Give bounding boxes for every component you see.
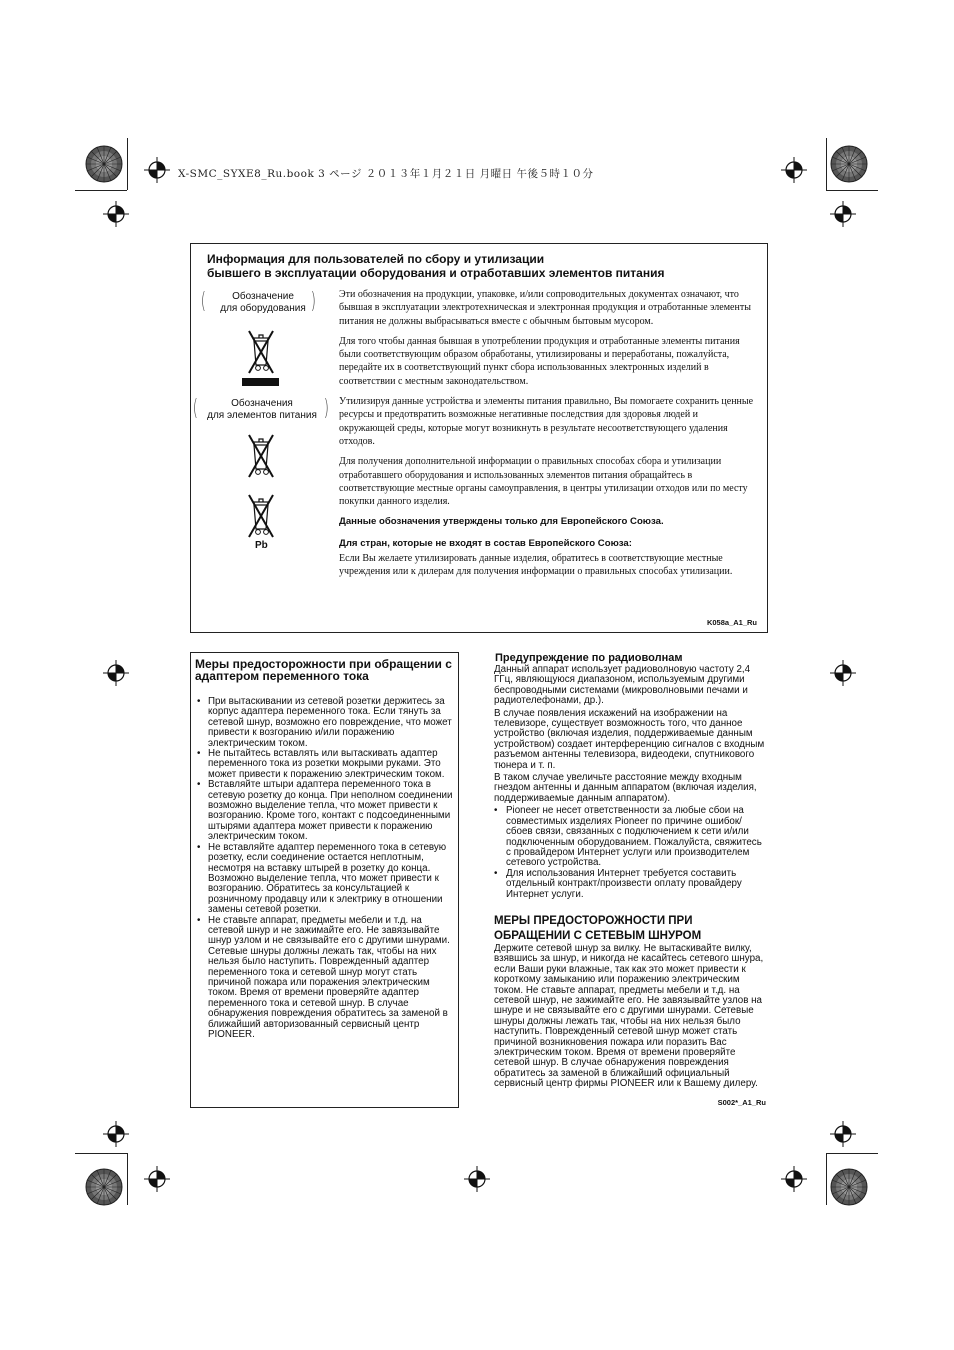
eu-note: Данные обозначения утверждены только для Европейского Союза. <box>339 516 664 528</box>
adapter-title: Меры предосторожности при обращении с адаптером переменного тока <box>195 657 452 683</box>
list-item: • Pioneer не несет ответственности за любые сбои на совместимых изделиях Pioneer по причине ошибок/сбоев связи, связанных с подключением к сети и/или подключенным оборудованием. Пожалуйста, свяжитесь с провайдером Интернет услуги или производителем сетевого устройства. <box>494 806 766 868</box>
disposal-paragraph: Для получения дополнительной информации о правильных способах сбора и утилизации отработавшего оборудования и использованных элементов питания обращайтесь в соответствующие местные органы самоуправления, в центры утилизации отходов или по месту покупки данного изделия. <box>339 456 748 508</box>
equipment-symbol-label: Обозначение для оборудования <box>220 291 306 314</box>
crop-line <box>127 138 128 190</box>
adapter-precautions-box <box>190 652 459 1108</box>
crop-line <box>826 1153 827 1205</box>
solid-bar-icon <box>242 378 279 386</box>
registration-mark-icon <box>103 660 129 686</box>
registration-mark-icon <box>144 157 170 183</box>
radio-title: Предупреждение по радиоволнам <box>495 652 683 664</box>
list-item: • Не ставьте аппарат, предметы мебели и т.д. на сетевой шнур и не зажимайте его. Не завязывайте шнур узлом и не связывайте его с другими шнурами. Сетевые шнуры должны лежать так, чтобы на них нельзя было наступить. Поврежденный адаптер переменного тока и сетевой шнур могут стать причиной пожара или поражения электрическим током. Время от времени проверяйте адаптер переменного тока и сетевой шнур. В случае обнаружения повреждения обратитесь за заменой в ближайший авторизованный сервисный центр PIONEER. <box>195 916 453 1041</box>
list-item: • При вытаскивании из сетевой розетки держитесь за корпус адаптера переменного тока. Если тянуть за сетевой шнур, возможно его повреждение, что может привести к возгоранию и/или поражению электрическим током. <box>195 697 453 749</box>
crossed-bin-battery-icon <box>239 428 283 484</box>
registration-mark-icon <box>830 1121 856 1147</box>
bracket-left: ( <box>200 289 206 314</box>
crop-line <box>127 1153 128 1205</box>
registration-mark-icon <box>830 660 856 686</box>
book-header: X-SMC_SYXE8_Ru.book 3 ページ ２０１３年１月２１日 月曜日 午後５時１０分 <box>178 168 594 180</box>
disposal-info-box <box>190 243 768 633</box>
registration-mark-icon <box>103 1121 129 1147</box>
disposal-title-line2: бывшего в эксплуатации оборудования и отработавших элементов питания <box>207 266 665 280</box>
cord-code: S002*_A1_Ru <box>717 1097 766 1107</box>
disposal-paragraph: Утилизируя данные устройства и элементы питания правильно, Вы помогаете сохранить ценные ресурсы и предотвратить возможные негативные последствия для здоровья людей и окружающей среды, которые могут возникнуть в результате несоответствующего удаления отходов. <box>339 396 754 447</box>
crop-line <box>75 190 127 191</box>
disposal-paragraph: Для того чтобы данная бывшая в употреблении продукция и отработанные элементы питания были соответствующим образом обработаны, утилизированы и переработаны, пожалуйста, передайте их в соответствующий пункт сбора использованных электронных изделий в соответствии с местным законодательством. <box>339 335 740 387</box>
list-item: • Вставляйте штыри адаптера переменного тока в сетевую розетку до конца. При неполном соединении возможно выделение тепла, что может привести к возгоранию. Кроме того, контакт с подсоединенными штырями адаптера может привести к поражению электрическим током. <box>195 780 453 842</box>
color-target-icon <box>85 145 123 183</box>
radio-list <box>494 806 766 900</box>
list-item: • Не вставляйте адаптер переменного тока в сетевую розетку, если соединение остается неплотным, несмотря на вставку штырей в розетку до конца. Возможно выделение тепла, что может привести к возгоранию. Обратитесь за консультацией к розничному продавцу или к электрику в отношении замены сетевой розетки. <box>195 843 453 916</box>
registration-mark-icon <box>781 157 807 183</box>
disposal-code: K058a_A1_Ru <box>706 618 757 627</box>
adapter-list <box>195 697 453 1040</box>
crossed-bin-equipment-icon <box>239 324 283 380</box>
pb-label: Pb <box>255 540 268 551</box>
disposal-title-line1: Информация для пользователей по сбору и утилизации <box>207 252 545 266</box>
radio-paragraph: Данный аппарат использует радиоволновую частоту 2,4 ГГц, являющуюся диапазоном, используемым другими беспроводными системами (микроволновыми печами и радиотелефонами, др.). <box>494 664 751 707</box>
radio-paragraph: В случае появления искажений на изображении на телевизоре, существует возможность того, что данное устройство (включая изделия, поддерживаемые данным устройством) создает интерференцию сигналов с входным разъемом антенны телевизора, видеодеки, спутникового тюнера и т. п. <box>494 707 765 771</box>
crop-line <box>75 1153 127 1154</box>
disposal-title <box>207 252 747 280</box>
list-item: • Не пытайтесь вставлять или вытаскивать адаптер переменного тока из розетки мокрыми руками. Это может привести к поражению электрическим током. <box>195 749 453 780</box>
right-column <box>494 652 766 1108</box>
registration-mark-icon <box>830 201 856 227</box>
crossed-bin-pb-battery-icon <box>239 488 283 544</box>
cord-text: Держите сетевой шнур за вилку. Не вытаскивайте вилку, взявшись за шнур, и никогда не касайтесь сетевого шнура, если Ваши руки влажные, так как это может привести к короткому замыканию или поражению электрическим током. Не ставьте аппарат, предметы мебели и т.д. на сетевой шнур, не зажимайте его. Не завязывайте узлов на шнуре и не связывайте его с другими шнурами. Сетевые шнуры должны лежать так, чтобы на них нельзя было наступить. Поврежденный сетевой шнур может стать причиной возникновения пожара или поразить Вас электрическим током. Время от времени проверяйте сетевой шнур. В случае обнаружения повреждения обратитесь за заменой в ближайший официальный сервисный центр фирмы PIONEER или к Вашему дилеру. <box>494 942 764 1090</box>
crop-line <box>826 138 827 190</box>
disposal-paragraph: Эти обозначения на продукции, упаковке, и/или сопроводительных документах означают, что бывшая в эксплуатации электротехническая и электронная продукция и отработанные элементы питания не должны выбрасываться вместе с обычным бытовым мусором. <box>339 289 751 327</box>
cord-title: МЕРЫ ПРЕДОСТОРОЖНОСТИ ПРИ ОБРАЩЕНИИ С СЕТЕВЫМ ШНУРОМ <box>494 914 702 942</box>
color-target-icon <box>830 145 868 183</box>
radio-paragraph: В таком случае увеличьте расстояние между входным гнездом антенны и данным аппаратом (включая изделия, поддерживаемые данным аппаратом). <box>494 772 757 804</box>
color-target-icon <box>830 1168 868 1206</box>
list-item: • Для использования Интернет требуется составить отдельный контракт/произвести оплату провайдеру Интернет услуги. <box>494 869 766 900</box>
bracket-right: ) <box>323 396 329 421</box>
non-eu-heading: Для стран, которые не входят в состав Европейского Союза: <box>339 537 632 549</box>
registration-mark-icon <box>781 1166 807 1192</box>
registration-mark-icon <box>144 1166 170 1192</box>
bracket-left: ( <box>192 396 198 421</box>
crop-line <box>826 190 878 191</box>
color-target-icon <box>85 1168 123 1206</box>
registration-mark-icon <box>103 201 129 227</box>
registration-mark-icon <box>464 1166 490 1192</box>
crop-line <box>826 1153 878 1154</box>
battery-symbol-label: Обозначения для элементов питания <box>207 398 317 421</box>
bracket-right: ) <box>310 289 316 314</box>
non-eu-text: Если Вы желаете утилизировать данные изделия, обратитесь в соответствующие местные учреждения или к дилерам для получения информации о правильных способах утилизации. <box>339 553 733 578</box>
disposal-text <box>339 288 755 586</box>
